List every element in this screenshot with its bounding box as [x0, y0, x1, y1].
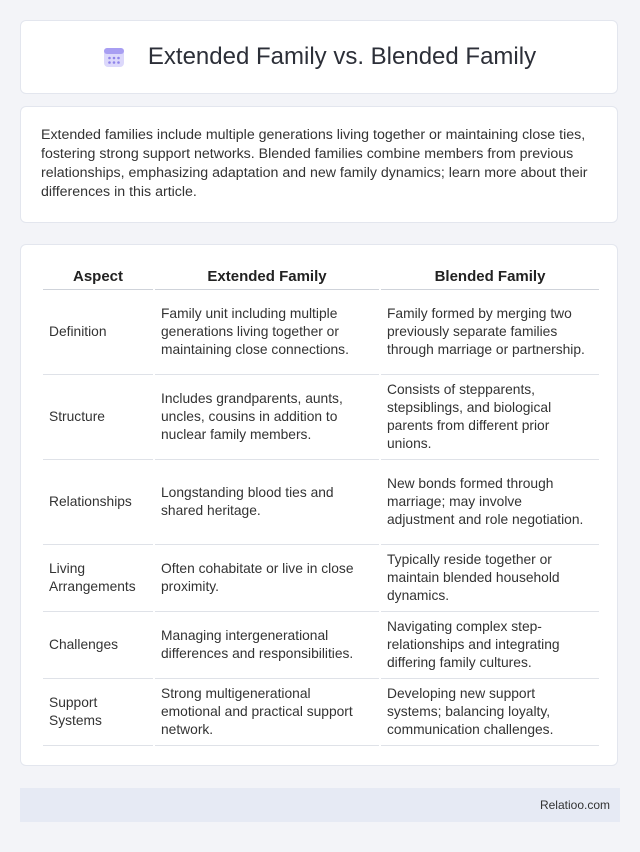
table-row: [43, 612, 599, 679]
aspect-cell: Challenges: [43, 612, 153, 679]
table-row: [43, 545, 599, 612]
aspect-cell: Support Systems: [43, 679, 153, 746]
extended-cell: Managing intergenerational differences and responsibilities.: [155, 612, 379, 679]
calendar-icon: [102, 45, 126, 69]
footer: [20, 788, 620, 822]
aspect-cell: Definition: [43, 290, 153, 375]
column-header-extended: Extended Family: [155, 262, 379, 290]
table-row: [43, 375, 599, 460]
intro-text: Extended families include multiple generations living together or maintaining close ties, fostering strong support networks. Blended families combine members from previous relationships, emphasizing adaptation and new family dynamics; learn more about their differences in this article.: [41, 127, 588, 200]
aspect-cell: Living Arrangements: [43, 545, 153, 612]
page-title: Extended Family vs. Blended Family: [147, 43, 537, 70]
table-row: [43, 460, 599, 545]
column-header-blended: Blended Family: [381, 262, 599, 290]
table-row: [43, 290, 599, 375]
extended-cell: Strong multigenerational emotional and practical support network.: [155, 679, 379, 746]
column-header-aspect: Aspect: [43, 262, 153, 290]
blended-cell: Family formed by merging two previously separate families through marriage or partnership.: [381, 290, 599, 375]
blended-cell: Typically reside together or maintain blended household dynamics.: [381, 545, 599, 612]
extended-cell: Often cohabitate or live in close proximity.: [155, 545, 379, 612]
blended-cell: New bonds formed through marriage; may involve adjustment and role negotiation.: [381, 460, 599, 545]
intro-card: [20, 106, 618, 223]
blended-cell: Navigating complex step-relationships and integrating differing family cultures.: [381, 612, 599, 679]
blended-cell: Consists of stepparents, stepsiblings, and biological parents from different prior unions.: [381, 375, 599, 460]
comparison-card: [20, 244, 618, 766]
extended-cell: Includes grandparents, aunts, uncles, cousins in addition to nuclear family members.: [155, 375, 379, 460]
blended-cell: Developing new support systems; balancing loyalty, communication challenges.: [381, 679, 599, 746]
footer-brand: Relatioo.com: [539, 798, 610, 812]
extended-cell: Family unit including multiple generations living together or maintaining close connections.: [155, 290, 379, 375]
table-row: [43, 679, 599, 746]
table-header-row: [43, 262, 599, 290]
comparison-table: [41, 262, 601, 746]
title-card: [20, 20, 618, 94]
extended-cell: Longstanding blood ties and shared heritage.: [155, 460, 379, 545]
aspect-cell: Relationships: [43, 460, 153, 545]
aspect-cell: Structure: [43, 375, 153, 460]
